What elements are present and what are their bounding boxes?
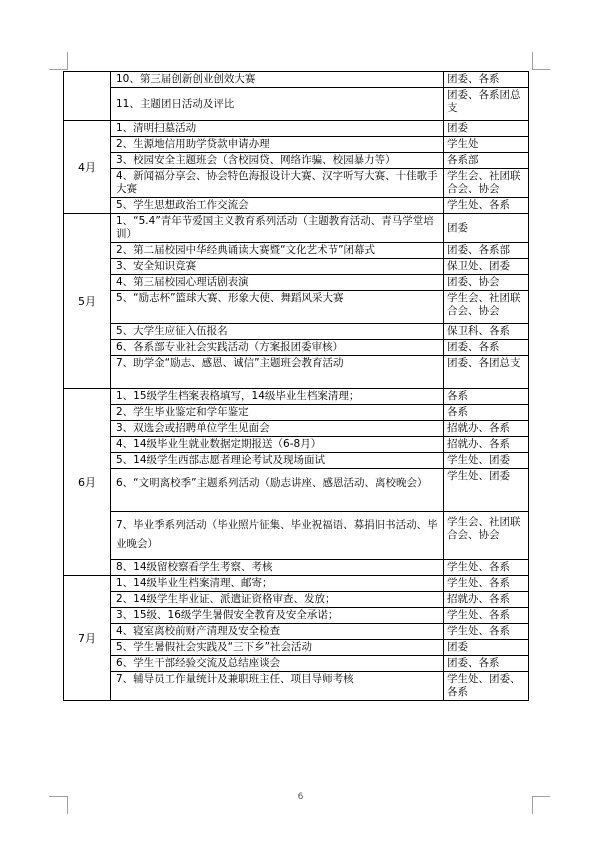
activity-cell: 5、学生思想政治工作交流会 — [111, 198, 444, 214]
activity-cell: 5、大学生应征入伍报名 — [111, 324, 444, 340]
organizer-cell: 团委 — [444, 214, 529, 243]
organizer-cell: 团委 — [444, 121, 529, 137]
month-cell: 4月 — [64, 121, 111, 214]
activity-cell: 2、学生毕业鉴定和学年鉴定 — [111, 405, 444, 421]
organizer-cell: 学生会、社团联合会、协会 — [444, 169, 529, 198]
activity-cell: 3、安全知识竞赛 — [111, 259, 444, 275]
activity-cell: 3、15级、16级学生暑假安全教育及安全承诺； — [111, 608, 444, 624]
organizer-cell: 学生处、各系 — [444, 608, 529, 624]
organizer-cell: 学生处、各系 — [444, 576, 529, 592]
activity-cell: 5、“励志杯”篮球大赛、形象大使、舞蹈风采大赛 — [111, 291, 444, 324]
activity-cell: 4、新闻福分享会、协会特色海报设计大赛、汉字听写大赛、十佳歌手大赛 — [111, 169, 444, 198]
activity-cell: 1、清明扫墓活动 — [111, 121, 444, 137]
organizer-cell: 学生处、团委 — [444, 469, 529, 512]
organizer-cell: 团委、各团总支 — [444, 356, 529, 389]
organizer-cell: 招就办、各系 — [444, 421, 529, 437]
activity-cell: 7、助学金“励志、感恩、诚信”主题班会教育活动 — [111, 356, 444, 389]
organizer-cell: 学生处、团委 — [444, 453, 529, 469]
activity-cell: 6、“文明离校季”主题系列活动（励志讲座、感恩活动、离校晚会） — [111, 469, 444, 512]
activity-cell: 8、14级留校察看学生考察、考核 — [111, 560, 444, 576]
organizer-cell: 各系 — [444, 405, 529, 421]
activity-cell: 7、辅导员工作量统计及兼职班主任、项目导师考核 — [111, 672, 444, 701]
activity-cell: 6、各系部专业社会实践活动（方案报团委审核） — [111, 340, 444, 356]
activity-cell: 4、14级毕业生就业数据定期报送（6-8月） — [111, 437, 444, 453]
month-cell: 5月 — [64, 214, 111, 389]
activity-cell: 4、寝室离校前财产清理及安全检查 — [111, 624, 444, 640]
activity-cell: 7、毕业季系列活动（毕业照片征集、毕业祝福语、募捐旧书活动、毕业晚会） — [111, 512, 444, 560]
activity-cell: 1、15级学生档案表格填写，14级毕业生档案清理； — [111, 389, 444, 405]
organizer-cell: 各系 — [444, 389, 529, 405]
organizer-cell: 团委、各系部 — [444, 243, 529, 259]
organizer-cell: 学生处 — [444, 137, 529, 153]
activity-cell: 2、第二届校园中华经典诵读大赛暨“文化艺术节”闭幕式 — [111, 243, 444, 259]
crop-mark-top-left — [49, 69, 67, 70]
organizer-cell: 学生处、团委、各系 — [444, 672, 529, 701]
page-number: 6 — [297, 792, 304, 802]
organizer-cell: 保卫科、各系 — [444, 324, 529, 340]
schedule-table — [63, 71, 529, 701]
organizer-cell: 学生处、各系 — [444, 560, 529, 576]
activity-cell: 6、学生干部经验交流及总结座谈会 — [111, 656, 444, 672]
organizer-cell: 学生处、各系 — [444, 198, 529, 214]
activity-cell: 11、主题团日活动及评比 — [111, 88, 444, 121]
organizer-cell: 保卫处、团委 — [444, 259, 529, 275]
organizer-cell: 学生处、各系 — [444, 624, 529, 640]
organizer-cell: 团委、各系 — [444, 340, 529, 356]
activity-cell: 3、双选会或招聘单位学生见面会 — [111, 421, 444, 437]
organizer-cell: 各系部 — [444, 153, 529, 169]
activity-cell: 1、“5.4”青年节爱国主义教育系列活动（主题教育活动、青马学堂培训） — [111, 214, 444, 243]
crop-mark-top-right — [532, 69, 550, 70]
organizer-cell: 招就办、各系 — [444, 437, 529, 453]
organizer-cell: 招就办、各系 — [444, 592, 529, 608]
organizer-cell: 团委 — [444, 640, 529, 656]
activity-cell: 2、14级学生毕业证、派遣证资格审查、发放； — [111, 592, 444, 608]
organizer-cell: 团委、各系团总支 — [444, 88, 529, 121]
organizer-cell: 团委、各系 — [444, 656, 529, 672]
crop-mark-top-right — [532, 52, 533, 70]
crop-mark-top-left — [67, 52, 68, 70]
organizer-cell: 学生会、社团联合会、协会 — [444, 291, 529, 324]
activity-cell: 1、14级毕业生档案清理、邮寄； — [111, 576, 444, 592]
activity-cell: 5、14级学生西部志愿者理论考试及现场面试 — [111, 453, 444, 469]
activity-cell: 10、第三届创新创业创效大赛 — [111, 72, 444, 88]
organizer-cell: 团委、各系 — [444, 72, 529, 88]
activity-cell: 2、生源地信用助学贷款申请办理 — [111, 137, 444, 153]
activity-cell: 3、校园安全主题班会（含校园贷、网络诈骗、校园暴力等） — [111, 153, 444, 169]
organizer-cell: 团委、协会 — [444, 275, 529, 291]
activity-cell: 5、学生暑假社会实践及“三下乡”社会活动 — [111, 640, 444, 656]
month-cell: 7月 — [64, 576, 111, 701]
activity-cell: 4、第三届校园心理话剧表演 — [111, 275, 444, 291]
month-cell — [64, 72, 111, 121]
organizer-cell: 学生会、社团联合会、协会 — [444, 512, 529, 560]
month-cell: 6月 — [64, 389, 111, 576]
